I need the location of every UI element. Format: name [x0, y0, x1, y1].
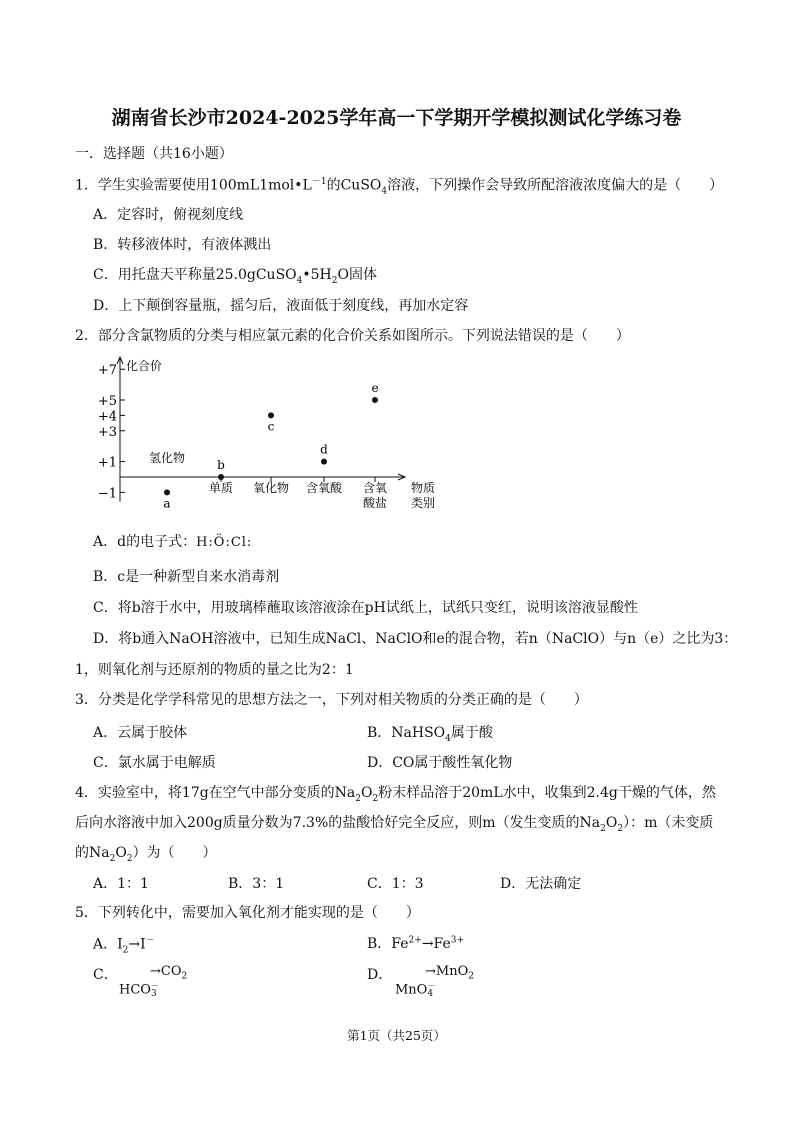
question-2-option-d-line2: 1，则氧化剂与还原剂的物质的量之比为2：1 — [75, 662, 354, 678]
question-3-stem: 3．分类是化学学科常见的思想方法之一，下列对相关物质的分类正确的是（ ） — [75, 692, 588, 708]
question-5-option-d-product: →MnO$_2$ — [425, 964, 474, 982]
category-label: 氢化物 — [148, 451, 186, 465]
category-label: 含氧 — [362, 481, 388, 495]
question-4-option-b: B．3：1 — [228, 876, 285, 892]
chart-categories — [149, 450, 435, 510]
question-3-option-d: D．CO属于酸性氧化物 — [367, 755, 513, 771]
question-5-option-c-label: C． — [93, 967, 118, 983]
data-point-b — [218, 474, 224, 480]
data-point-label: e — [371, 381, 379, 395]
question-4-line2: 后向水溶液中加入200g质量分数为7.3%的盐酸恰好完全反应，则m（发生变质的$Na_2O_2$）：m（未变质 — [75, 815, 714, 834]
category-label: 酸盐 — [362, 496, 388, 510]
data-point-label: d — [320, 442, 328, 457]
page-footer: 第1页（共25页） — [347, 1028, 446, 1043]
data-point-d — [321, 459, 327, 465]
y-axis-label: 化合价 — [126, 359, 163, 373]
category-label: 氧化物 — [252, 481, 290, 495]
page-title: 湖南省长沙市2024-2025学年高一下学期开学模拟测试化学练习卷 — [111, 107, 682, 129]
question-4-line1: 4．实验室中，将17g在空气中部分变质的$Na_2O_2$粉末样品溶于20mL水中，收集到2.4g干燥的气体，然 — [75, 785, 716, 804]
section-heading: 一．选择题（共16小题） — [75, 146, 233, 162]
question-4-option-d: D．无法确定 — [500, 876, 582, 892]
question-2-option-b: B．c是一种新型自来水消毒剂 — [93, 569, 280, 585]
question-4-option-a: A．1：1 — [93, 876, 149, 892]
y-tick-label: −1 — [97, 486, 117, 502]
question-5-option-d-reactant: MnO － 4 — [395, 981, 436, 999]
category-label: 含氧酸 — [305, 481, 343, 495]
question-1-option-d: D．上下颠倒容量瓶，摇匀后，液面低于刻度线，再加水定容 — [93, 298, 469, 314]
chart-ticks — [98, 363, 125, 501]
question-5-option-c-reactant: HCO － 3 — [119, 981, 159, 999]
y-tick-label: +7 — [97, 363, 117, 379]
question-5-stem: 5．下列转化中，需要加入氧化剂才能实现的是（ ） — [75, 905, 420, 921]
question-4-option-c: C．1：3 — [367, 876, 424, 892]
category-label: 单质 — [208, 481, 234, 495]
question-1-option-c: C．用托盘天平称量$25.0gCuSO_4•5H_2O$固体 — [93, 267, 377, 286]
data-point-a — [164, 489, 170, 495]
y-tick-label: +5 — [97, 394, 117, 409]
data-point-label: c — [267, 419, 275, 434]
question-3-option-c: C．氯水属于电解质 — [93, 755, 216, 771]
question-4-line3: 的$Na_2O_2$）为（ ） — [75, 845, 217, 864]
question-2-stem: 2．部分含氯物质的分类与相应氯元素的化合价关系如图所示。下列说法错误的是（ ） — [75, 328, 630, 344]
question-3-option-b: B．NaHSO$_4$属于酸 — [367, 725, 493, 744]
question-1-option-b: B．转移液体时，有液体溅出 — [93, 237, 272, 253]
chart-axes — [117, 357, 405, 502]
x-axis-label: 类别 — [410, 496, 436, 510]
y-tick-label: +1 — [97, 455, 117, 471]
question-5-option-c-product: $\to CO_2$ — [150, 964, 188, 982]
data-point-e — [372, 397, 378, 403]
question-2-option-c: C．将b溶于水中，用玻璃棒蘸取该溶液涂在pH试纸上，试纸只变红，说明该溶液显酸性 — [93, 600, 638, 616]
question-5-option-d-label: D． — [367, 967, 393, 983]
valence-chart — [85, 355, 455, 520]
x-axis-label: 物质 — [410, 481, 436, 495]
y-tick-label: +4 — [97, 409, 117, 425]
question-5-option-a: A．$I_2\to I^-$ — [93, 936, 155, 956]
question-1-stem: 1．学生实验需要使用$100mL1mol•L^{-1}$的CuSO$_4$溶液，下列操作会导致所配溶液浓度偏大的是（ ） — [75, 177, 724, 197]
electron-formula: H:Ö:Cl: — [196, 535, 253, 550]
data-point-label: b — [217, 458, 225, 472]
data-point-c — [268, 412, 274, 418]
question-3-option-a: A．云属于胶体 — [93, 725, 188, 741]
y-tick-label: +3 — [97, 424, 117, 440]
data-point-label: a — [163, 496, 171, 511]
question-1-option-a: A．定容时，俯视刻度线 — [93, 207, 244, 223]
question-2-option-d-line1: D．将b通入NaOH溶液中，已知生成NaCl、NaClO和e的混合物，若n（NaClO）与n（e）之比为3： — [93, 631, 738, 647]
question-5-option-b: B．$Fe^{2+}\to Fe^{3+}$ — [367, 935, 465, 952]
question-2-option-a: A．d的电子式：H:Ö:Cl: — [93, 534, 253, 550]
